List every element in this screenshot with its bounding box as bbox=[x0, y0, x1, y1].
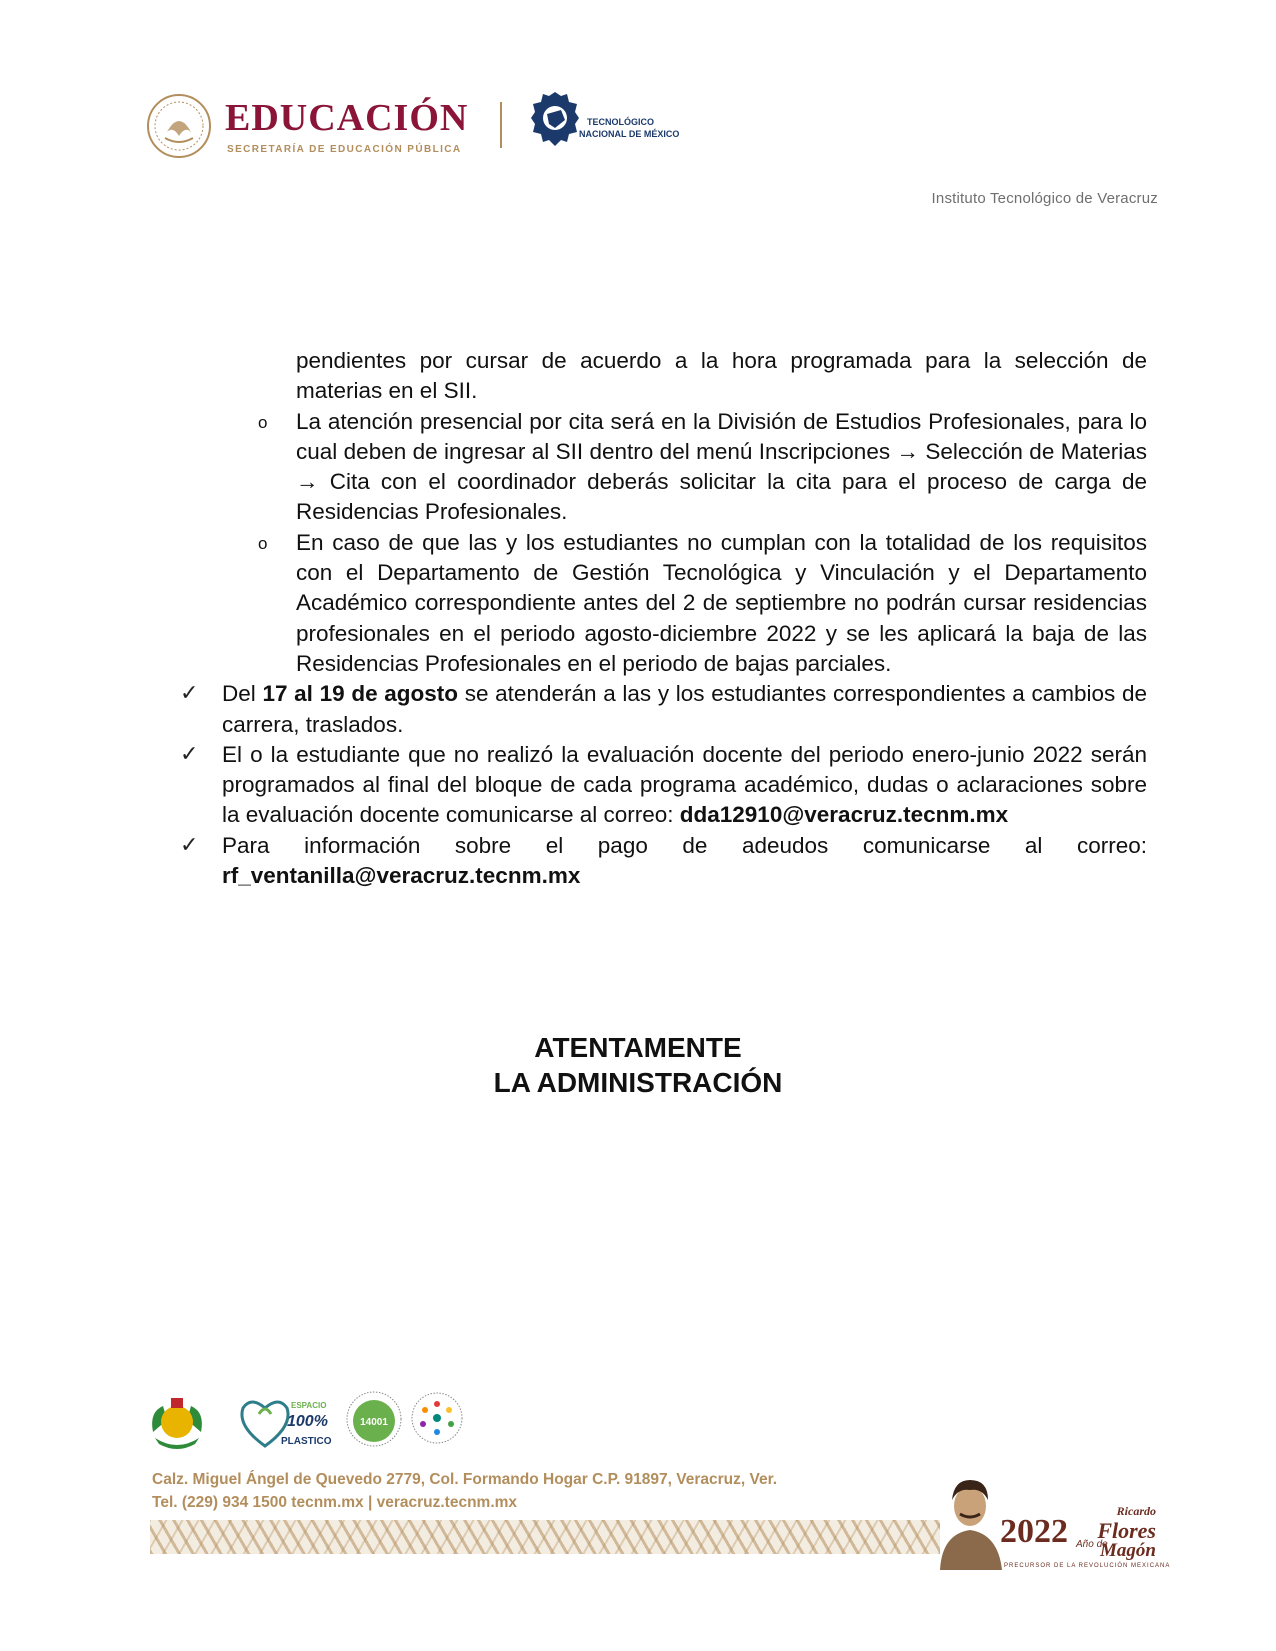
check-item-2-text: El o la estudiante que no realizó la evaluación docente del periodo enero-junio 2022 serán programados al final del bloque de cada programa académico, dudas o aclaraciones sobre la evaluación docente comunicarse al correo: bbox=[222, 741, 1147, 828]
sub-item-text-2: En caso de que las y los estudiantes no cumplan con la totalidad de los requisitos con el Departamento de Gestión Tecnológica y Vinculación y el Departamento Académico correspondiente antes del 2 de septiembre no podrán cursar residencias profesionales en el periodo agosto-diciembre 2022 y se les aplicará la baja de las Residencias Profesionales en el periodo de bajas parciales. bbox=[296, 529, 1147, 676]
anniversary-logo bbox=[1000, 1504, 1171, 1575]
check-list-item bbox=[180, 740, 1147, 831]
circle-bullet-icon: o bbox=[258, 412, 268, 432]
closing-block bbox=[0, 1030, 1276, 1100]
flores-magon-portrait-icon bbox=[930, 1470, 1010, 1570]
anniversary-ano: Año de bbox=[1076, 1539, 1108, 1550]
plastic-badge-percent: 100% bbox=[287, 1413, 328, 1430]
decorative-pattern-band bbox=[150, 1520, 940, 1554]
footer-address bbox=[152, 1468, 777, 1514]
sub-item-text-1b: Selección de Materias bbox=[918, 438, 1147, 464]
check-list-item bbox=[180, 831, 1147, 892]
sub-item-text-1a: La atención presencial por cita será en la División de Estudios Profesionales, para lo cual deben de ingresar al SII dentro del menú Inscripciones bbox=[296, 408, 1147, 464]
anniversary-name-2: Flores bbox=[1097, 1518, 1156, 1543]
brand-subtitle: SECRETARÍA DE EDUCACIÓN PÚBLICA bbox=[227, 144, 462, 155]
closing-line-2: LA ADMINISTRACIÓN bbox=[493, 1067, 783, 1098]
letter-body bbox=[180, 346, 1147, 891]
tecnm-line1: TECNOLÓGICO bbox=[587, 117, 654, 127]
check-item-1-post: se atenderán a las y los estudiantes correspondientes a cambios de carrera, traslados. bbox=[222, 681, 1147, 737]
inclusion-seal-icon bbox=[409, 1390, 465, 1448]
arrow-right-icon: → bbox=[296, 469, 319, 495]
iso-14001-seal-icon bbox=[345, 1390, 403, 1448]
anniversary-name bbox=[1086, 1501, 1156, 1561]
sub-item-text-1c: Cita con el coordinador deberás solicitar la cita para el proceso de carga de Residencias Profesionales. bbox=[296, 469, 1147, 525]
circle-bullet-icon: o bbox=[258, 533, 268, 553]
payments-email-link[interactable]: rf_ventanilla@veracruz.tecnm.mx bbox=[222, 863, 581, 889]
anniversary-caption: PRECURSOR DE LA REVOLUCIÓN MEXICANA bbox=[1004, 1563, 1171, 1569]
check-item-1-pre: Del bbox=[222, 681, 263, 707]
address-line-2: Tel. (229) 934 1500 tecnm.mx | veracruz.tecnm.mx bbox=[152, 1494, 518, 1511]
anniversary-year: 2022 bbox=[1000, 1513, 1068, 1550]
anniversary-name-1: Ricardo bbox=[1116, 1504, 1156, 1518]
brand-title: EDUCACIÓN bbox=[225, 97, 469, 139]
iso-badge-number: 14001 bbox=[360, 1417, 388, 1428]
mexican-seal-icon bbox=[145, 92, 213, 160]
tecnm-wordmark bbox=[579, 116, 680, 140]
closing-line-1: ATENTAMENTE bbox=[534, 1032, 742, 1063]
sub-list-item bbox=[212, 407, 1147, 528]
checkmark-icon: ✓ bbox=[180, 680, 199, 706]
arrow-right-icon: → bbox=[896, 438, 919, 464]
plastic-free-heart-icon bbox=[235, 1394, 335, 1450]
check-list-item bbox=[180, 679, 1147, 740]
checkmark-icon: ✓ bbox=[180, 740, 199, 766]
institute-name: Instituto Tecnológico de Veracruz bbox=[931, 190, 1158, 207]
plastic-badge-top: ESPACIO bbox=[291, 1401, 327, 1410]
logo-divider bbox=[500, 102, 502, 148]
check-item-3-text: Para información sobre el pago de adeudos comunicarse al correo: bbox=[222, 832, 1147, 858]
sub-list-item bbox=[212, 528, 1147, 679]
institute-emblem-icon bbox=[145, 1392, 209, 1454]
tecnm-line2: NACIONAL DE MÉXICO bbox=[579, 129, 680, 139]
footer-logos bbox=[145, 1390, 505, 1460]
checkmark-icon: ✓ bbox=[180, 831, 199, 857]
header-logos bbox=[145, 90, 705, 170]
evaluation-email-link[interactable]: dda12910@veracruz.tecnm.mx bbox=[679, 802, 1009, 828]
continuation-paragraph: pendientes por cursar de acuerdo a la hora programada para la selección de materias en el SII. bbox=[296, 348, 1147, 404]
plastic-badge-bottom: PLASTICO bbox=[281, 1436, 332, 1447]
address-line-1: Calz. Miguel Ángel de Quevedo 2779, Col. Formando Hogar C.P. 91897, Veracruz, Ver. bbox=[152, 1471, 778, 1488]
check-item-1-dates: 17 al 19 de agosto bbox=[262, 681, 459, 707]
anniversary-name-3: Magón bbox=[1100, 1540, 1156, 1561]
tecnm-gear-icon bbox=[531, 90, 579, 160]
